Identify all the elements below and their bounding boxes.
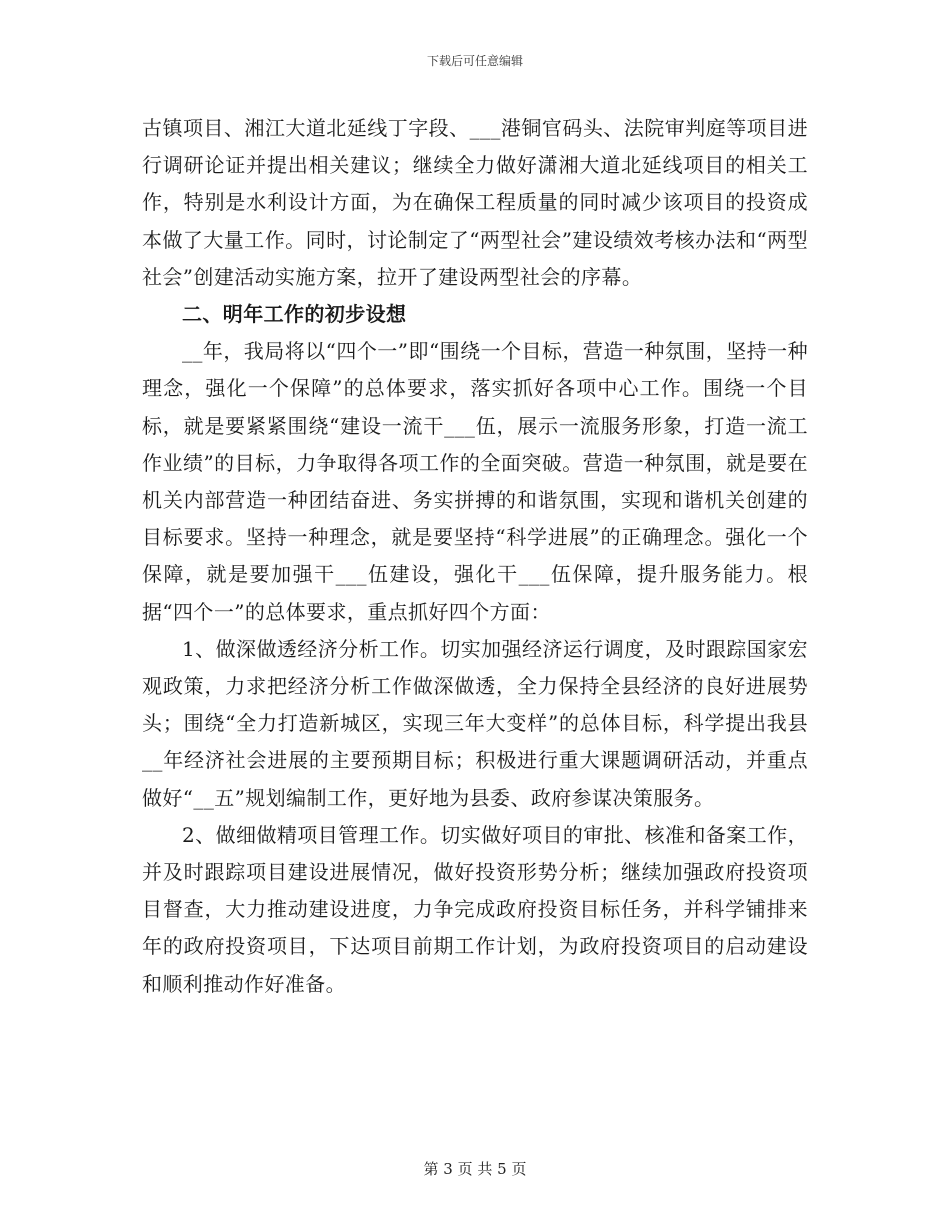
paragraph-item-2: 2、做细做精项目管理工作。切实做好项目的审批、核准和备案工作，并及时跟踪项目建设进展情况，做好投资形势分析；继续加强政府投资项目督查，大力推动建设进度，力争完成政府投资目标任务，并科学铺排来年的政府投资项目，下达项目前期工作计划，为政府投资项目的启动建设和顺利推动作好准备。 <box>142 822 808 996</box>
section-heading: 二、明年工作的初步设想 <box>182 302 407 327</box>
paragraph-overview: __年，我局将以“四个一”即“围绕一个目标，营造一种氛围，坚持一种理念，强化一个保障”的总体要求，落实抓好各项中心工作。围绕一个目标，就是要紧紧围绕“建设一流干___伍，展示一流服务形象，打造一流工作业绩”的目标，力争取得各项工作的全面突破。营造一种氛围，就是要在机关内部营造一种团结奋进、务实拼搏的和谐氛围，实现和谐机关创建的目标要求。坚持一种理念，就是要坚持“科学进展”的正确理念。强化一个保障，就是要加强干___伍建设，强化干___伍保障，提升服务能力。根据“四个一”的总体要求，重点抓好四个方面： <box>142 339 808 624</box>
paragraph-continuation: 古镇项目、湘江大道北延线丁字段、___港铜官码头、法院审判庭等项目进行调研论证并提出相关建议；继续全力做好潇湘大道北延线项目的相关工作，特别是水利设计方面，为在确保工程质量的同时减少该项目的投资成本做了大量工作。同时，讨论制定了“两型社会”建设绩效考核办法和“两型社会”创建活动实施方案，拉开了建设两型社会的序幕。 <box>142 116 808 289</box>
document-body <box>142 110 808 1003</box>
page-header: 下载后可任意编辑 <box>426 54 523 68</box>
paragraph-item-1: 1、做深做透经济分析工作。切实加强经济运行调度，及时跟踪国家宏观政策，力求把经济分析工作做深做透，全力保持全县经济的良好进展势头；围绕“全力打造新城区，实现三年大变样”的总体目标，科学提出我县__年经济社会进展的主要预期目标；积极进行重大课题调研活动，并重点做好“__五”规划编制工作，更好地为县委、政府参谋决策服务。 <box>142 636 808 810</box>
page-number: 第 3 页 共 5 页 <box>423 1160 527 1178</box>
